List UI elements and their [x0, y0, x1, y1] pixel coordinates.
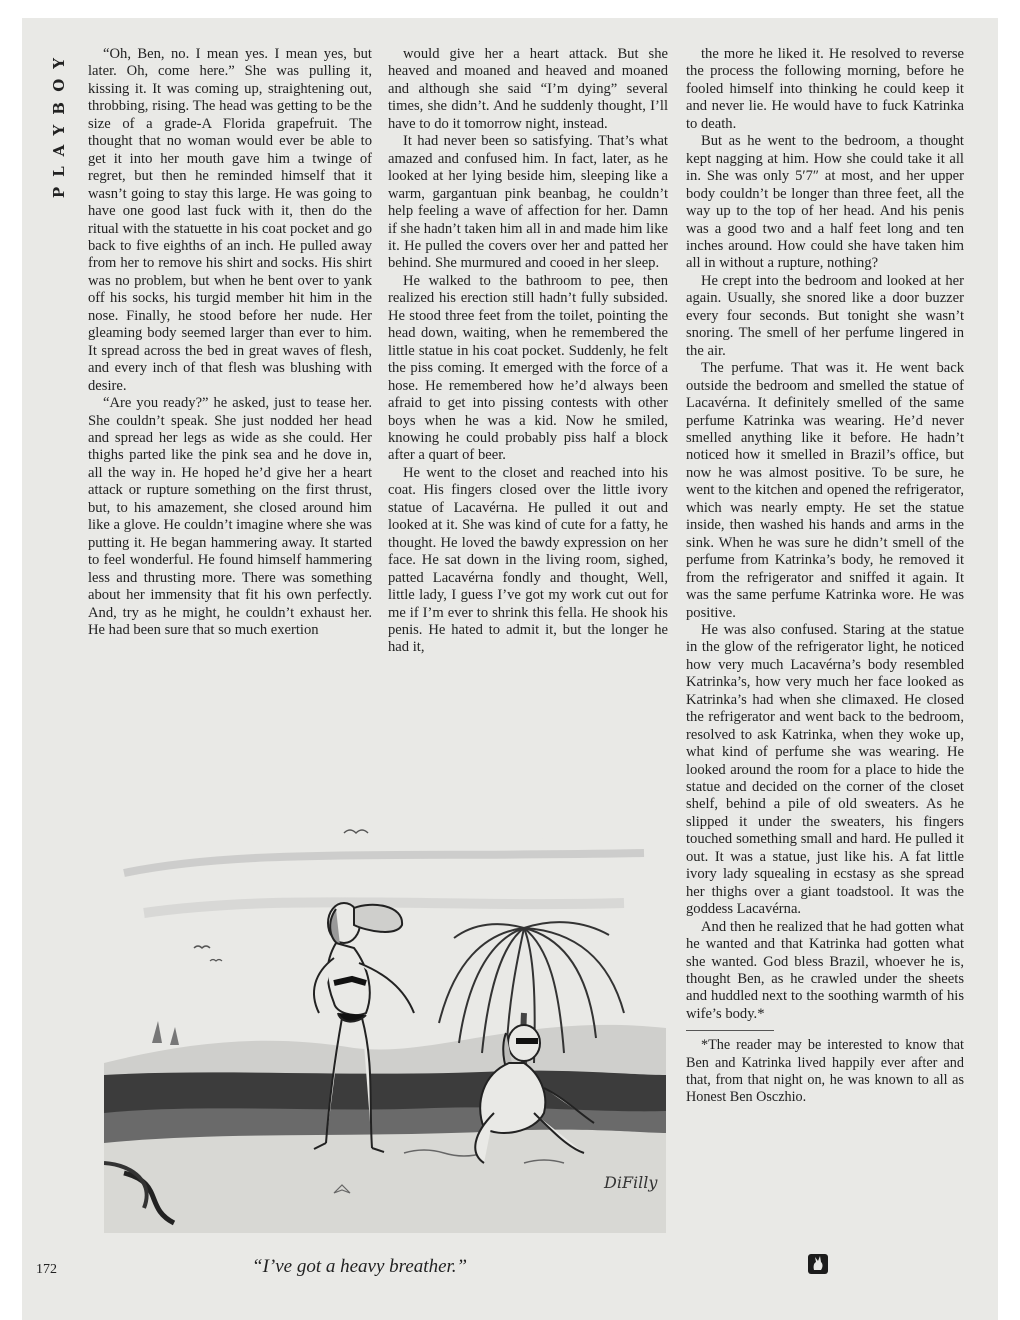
running-header: PLAYBOY	[50, 48, 68, 199]
magazine-page	[22, 18, 998, 1320]
cartoon-caption: “I’ve got a heavy breather.”	[252, 1256, 468, 1277]
paragraph: It had never been so satisfying. That’s what amazed and confused him. In fact, later, as he looked at her lying beside him, sleeping like a warm, gargantuan pink beanbag, he couldn’t help feeling a wave of affection for her. Damn if she hadn’t taken him all in and made him like it. He pulled the covers over her and patted her behind. She murmured and cooed in her sleep.	[388, 133, 668, 272]
paragraph: “Are you ready?” he asked, just to tease her. She couldn’t speak. She just nodded her head and spread her legs as wide as she could. Her thighs parted like the pink sea and he dove in, all the way in. He hoped he’d give her a heart attack or rupture something on the first thrust, but, to his amazement, she closed around him like a glove. He couldn’t imagine where she was putting it. He began hammering away. It started to feel wonderful. He found himself hammering less and thrusting more. There was something about her immensity that fit his own perfectly. And, try as he might, he couldn’t exhaust her. He had been sure that so much exertion	[88, 395, 372, 638]
rabbit-head-end-mark-icon	[808, 1254, 828, 1274]
paragraph: But as he went to the bedroom, a thought kept nagging at him. How she could take it all in. She was only 5′7″ at most, and her upper body couldn’t be longer than three feet, all the way up to the top of her head. And his penis was a good two and a half feet long and ten inches around. How could she have taken him all in without a rupture, nothing?	[686, 133, 964, 272]
paragraph: He was also confused. Staring at the statue in the glow of the refrigerator light, he noticed how very much Lacavérna’s body resembled Katrinka’s, how very much her face looked as Katrinka’s had when she climaxed. He closed the refrigerator and went back to the bedroom, resolved to ask Katrinka, when they woke up, what kind of perfume she was wearing. He looked around the room for a place to hide the statue and decided on the corner of the closet shelf, behind a pile of old sweaters. As he slipped it under the sweaters, his fingers touched something small and hard. He pulled it out. It was a statue, just like his. A fat little ivory lady squealing in ecstasy as she spread her thighs over a giant toadstool. It was the goddess Lacavérna.	[686, 621, 964, 918]
footnote: *The reader may be interested to know that Ben and Katrinka lived happily ever after and that, from that night on, he was known to all as Honest Ben Osczhio.	[686, 1037, 964, 1105]
artist-signature: DiFilly	[604, 1173, 658, 1192]
paragraph: He crept into the bedroom and looked at her again. Usually, she snored like a door buzzer every four seconds. But tonight she wasn’t snoring. The smell of her perfume lingered in the air.	[686, 272, 964, 359]
page-number: 172	[36, 1262, 57, 1277]
footnote-divider	[686, 1030, 774, 1031]
paragraph: “Oh, Ben, no. I mean yes. I mean yes, but later. Oh, come here.” She was pulling it, kissing it. It was coming up, straightening out, throbbing, rising. The head was getting to be the size of a grade-A Florida grapefruit. The thought that no woman would ever be able to get it into her mouth gave him a twinge of regret, but then he reminded himself that it wasn’t going to stay this large. He was going to have one good last fuck with it, then do the ritual with the statuette in his coat pocket and go back to five eighths of an inch. He pulled away from her to remove his shirt and socks. His shirt was no problem, but when he bent over to yank off his socks, his turgid member hit him in the nose. Finally, he stood before her nude. Her gleaming body seemed larger than ever to him. It spread across the bed in great waves of flesh, and every inch of that flesh was blushing with desire.	[88, 46, 372, 394]
paragraph: He walked to the bathroom to pee, then realized his erection still hadn’t fully subsided. He stood three feet from the toilet, pointing the head down, waiting, when he remembered the little statue in his coat pocket. Suddenly, he felt the piss coming. It emerged with the force of a hose. He remembered how he’d always been afraid to get into pissing contests with other boys when he was a kid. Now he smiled, knowing he could probably piss half a block after a quart of beer.	[388, 272, 668, 464]
paragraph: The perfume. That was it. He went back outside the bedroom and smelled the statue of Lacavérna. It definitely smelled of the same perfume Katrinka was wearing. He’d never smelled anything like it before. He hadn’t noticed how it smelled in Brazil’s office, but now he was almost positive. To be sure, he went to the kitchen and opened the refrigerator, which was nearly empty. He set the statue inside, then washed his hands and arms in the sink. When he was sure he didn’t smell of the perfume from Katrinka’s body, he removed it from the refrigerator and sniffed it again. It was the same perfume Katrinka wore. He was positive.	[686, 360, 964, 621]
text-column-3	[686, 46, 964, 1106]
paragraph: would give her a heart attack. But she heaved and moaned and heaved and moaned and although she said “I’m dying” several times, she didn’t. And he suddenly thought, I’ll have to do it tomorrow night, instead.	[388, 46, 668, 132]
paragraph: the more he liked it. He resolved to reverse the process the following morning, before he fooled himself into thinking he could keep it and never lie. He would have to fuck Katrinka to death.	[686, 46, 964, 132]
paragraph: He went to the closet and reached into his coat. His fingers closed over the little ivory statue of Lacavérna. He pulled it out and looked at it. She was kind of cute for a fatty, he thought. He loved the bawdy expression on her face. He sat down in the living room, sighed, patted Lacavérna fondly and thought, Well, little lady, I guess I’ve got my work cut out for me if I’m ever to shrink this fella. He shook his penis. He hated to admit it, but the longer he had it,	[388, 464, 668, 656]
cartoon-illustration	[104, 813, 666, 1233]
paragraph: And then he realized that he had gotten what he wanted and that Katrinka had gotten what she wanted. God bless Brazil, whoever he is, thought Ben, as he crawled under the sheets and huddled next to the soothing warmth of his wife’s body.*	[686, 918, 964, 1022]
text-column-1	[88, 46, 372, 639]
text-column-2	[388, 46, 668, 657]
